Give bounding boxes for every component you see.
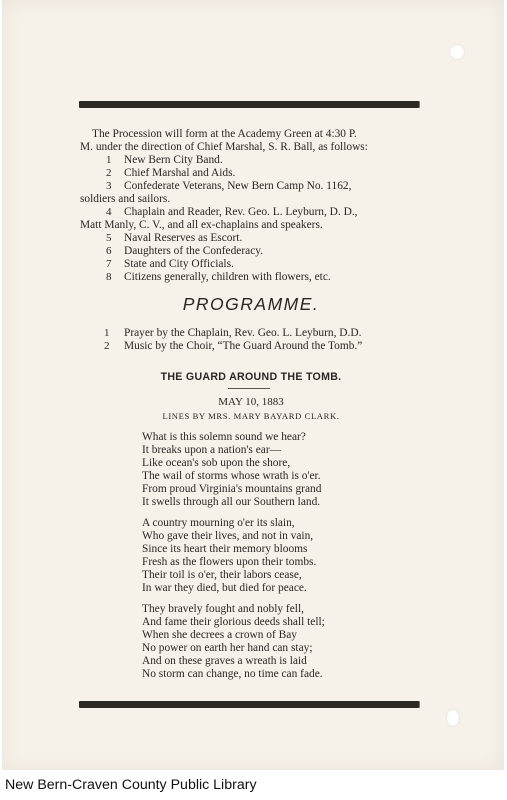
poem-line: They bravely fought and nobly fell, bbox=[142, 603, 304, 615]
procession-num-8: 8 bbox=[106, 271, 112, 283]
procession-num-4: 4 bbox=[106, 206, 112, 218]
poem-line: Like ocean's sob upon the shore, bbox=[142, 457, 291, 469]
poem-line: No power on earth her hand can stay; bbox=[142, 642, 313, 654]
programme-num-1: 1 bbox=[104, 327, 110, 339]
bottom-rule bbox=[79, 701, 419, 708]
procession-item-8: Citizens generally, children with flowers, etc. bbox=[124, 271, 331, 283]
procession-item-1: New Bern City Band. bbox=[124, 154, 223, 166]
procession-num-2: 2 bbox=[106, 167, 112, 179]
procession-num-5: 5 bbox=[106, 232, 112, 244]
poem-line: When she decrees a crown of Bay bbox=[142, 629, 297, 641]
procession-item-3: Confederate Veterans, New Bern Camp No. 1162, bbox=[124, 180, 352, 192]
library-credit: New Bern-Craven County Public Library bbox=[5, 777, 257, 793]
poem-line: Since its heart their memory blooms bbox=[142, 543, 308, 555]
procession-num-6: 6 bbox=[106, 245, 112, 257]
procession-num-3: 3 bbox=[106, 180, 112, 192]
poem-date: MAY 10, 1883 bbox=[218, 396, 284, 408]
programme-item-2: Music by the Choir, “The Guard Around the Tomb.” bbox=[124, 340, 363, 352]
top-rule bbox=[79, 101, 419, 108]
poem-line: It swells through all our Southern land. bbox=[142, 496, 321, 508]
poem-line: No storm can change, no time can fade. bbox=[142, 668, 323, 680]
procession-item-3-cont: soldiers and sailors. bbox=[80, 193, 171, 205]
poem-line: The wail of storms whose wrath is o'er. bbox=[142, 470, 321, 482]
poem-line: In war they died, but died for peace. bbox=[142, 582, 307, 594]
poem-line: And on these graves a wreath is laid bbox=[142, 655, 307, 667]
poem-line: Who gave their lives, and not in vain, bbox=[142, 530, 314, 542]
procession-item-4-cont: Matt Manly, C. V., and all ex-chaplains and speakers. bbox=[80, 219, 323, 231]
intro-line-1: The Procession will form at the Academy Green at 4:30 P. bbox=[92, 128, 357, 140]
procession-item-2: Chief Marshal and Aids. bbox=[124, 167, 236, 179]
procession-item-4: Chaplain and Reader, Rev. Geo. L. Leyburn, D. D., bbox=[124, 206, 358, 218]
poem-line: It breaks upon a nation's ear— bbox=[142, 444, 282, 456]
programme-num-2: 2 bbox=[104, 340, 110, 352]
poem-line: What is this solemn sound we hear? bbox=[142, 431, 306, 443]
poem-line: Fresh as the flowers upon their tombs. bbox=[142, 556, 317, 568]
poem-line: From proud Virginia's mountains grand bbox=[142, 483, 322, 495]
procession-item-7: State and City Officials. bbox=[124, 258, 234, 270]
punch-hole-top bbox=[449, 44, 465, 60]
poem-line: A country mourning o'er its slain, bbox=[142, 517, 295, 529]
procession-num-1: 1 bbox=[106, 154, 112, 166]
poem-line: And fame their glorious deeds shall tell; bbox=[142, 616, 325, 628]
procession-item-5: Naval Reserves as Escort. bbox=[124, 232, 243, 244]
intro-line-2: M. under the direction of Chief Marshal, S. R. Ball, as follows: bbox=[80, 141, 368, 153]
title-divider bbox=[228, 388, 270, 389]
programme-title: PROGRAMME. bbox=[182, 294, 320, 314]
poem-byline: LINES BY MRS. MARY BAYARD CLARK. bbox=[162, 411, 340, 421]
procession-num-7: 7 bbox=[106, 258, 112, 270]
poem-line: Their toil is o'er, their labors cease, bbox=[142, 569, 302, 581]
procession-item-6: Daughters of the Confederacy. bbox=[124, 245, 264, 257]
punch-hole-bottom bbox=[446, 709, 460, 727]
poem-title: THE GUARD AROUND THE TOMB. bbox=[160, 371, 342, 383]
programme-item-1: Prayer by the Chaplain, Rev. Geo. L. Leyburn, D.D. bbox=[124, 327, 362, 339]
